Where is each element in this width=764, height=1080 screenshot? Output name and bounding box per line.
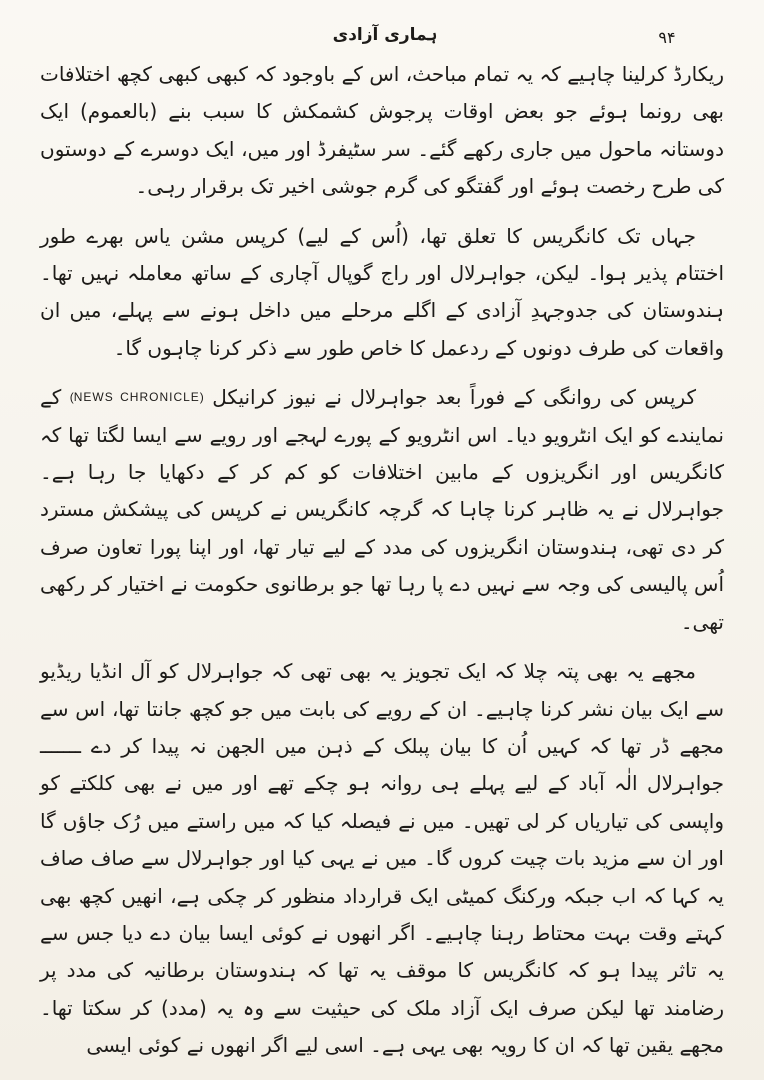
paragraph-2: جہاں تک کانگریس کا تعلق تھا، (اُس کے لیے) کرپس مشن یاس بھرے طور اختتام پذیر ہوا۔ لیکن، جواہرلال اور راج گوپال آچاری کے ساتھ معاملہ نہیں تھا۔ ہندوستان کی جدوجہدِ آزادی کے اگلے مرحلے میں داخل ہونے سے پہلے، میں ان واقعات کی طرف دونوں کے ردعمل کا خاص طور سے ذکر کرنا چاہوں گا۔ [40, 223, 724, 360]
page-title: ہماری آزادی [332, 25, 438, 45]
page-number: ۹۴ [658, 28, 676, 47]
paragraph-1: ریکارڈ کرلینا چاہیے کہ یہ تمام مباحث، اس کے باوجود کہ کبھی کبھی کچھ اختلافات بھی رونما ہوئے جو بعض اوقات پرجوش کشمکش کا سبب بنے (بالعموم) ایک دوستانہ ماحول میں جاری رکھے گئے۔ سر سٹیفرڈ اور میں، ایک دوسرے کے دوستوں کی طرح رخصت ہوئے اور گفتگو کی گرم جوشی اخیر تک برقرار رہی۔ [40, 62, 724, 199]
page-header [0, 10, 764, 50]
paragraph-3-rest: کے نمایندے کو ایک انٹرویو دیا۔ اس انٹرویو کے پورے لہجے اور رویے سے ایسا لگتا تھا کہ کانگریس اور انگریزوں کے مابین اختلافات کو کم کر کے دکھایا جا رہا ہے۔ جواہرلال نے یہ ظاہر کرنا چاہا کہ گرچہ کانگریس نے کرپس کی پیشکش مسترد کر دی تھی، ہندوستان انگریزوں کی مدد کے لیے تیار تھا، اور اپنا پورا تعاون صرف اُس پالیسی کی وجہ سے نہیں دے پا رہا تھا جو برطانوی حکومت نے اختیار کر رکھی تھی۔ [40, 385, 724, 634]
body-text [40, 56, 725, 1058]
paragraph-3 [40, 379, 724, 641]
paragraph-3-lead: کرپس کی روانگی کے فوراً بعد جواہرلال نے نیوز کرانیکل [212, 385, 696, 410]
news-chronicle-label: (NEWS CHRONICLE) [69, 390, 204, 405]
paragraph-4: مجھے یہ بھی پتہ چلا کہ ایک تجویز یہ بھی تھی کہ جواہرلال کو آل انڈیا ریڈیو سے ایک بیان نشر کرنا چاہیے۔ ان کے رویے کی بابت میں جو کچھ جانتا تھا، اس سے مجھے ڈر تھا کہ کہیں اُن کا بیان پبلک کے ذہن میں الجھن نہ پیدا کر دے ـــــــ جواہرلال الٰہ آباد کے لیے پہلے ہی روانہ ہو چکے تھے اور میں نے بھی کلکتے کو واپسی کی تیاریاں کر لی تھیں۔ میں نے فیصلہ کیا کہ میں راستے میں رُک جاؤں گا اور ان سے مزید بات چیت کروں گا۔ میں نے یہی کیا اور جواہرلال سے صاف صاف یہ کہا کہ اب جبکہ ورکنگ کمیٹی ایک قرارداد منظور کر چکی ہے، انھیں کچھ بھی کہتے وقت بہت محتاط رہنا چاہیے۔ اگر انھوں نے کوئی ایسا بیان دے دیا جس سے یہ تاثر پیدا ہو کہ کانگریس کا موقف یہ تھا کہ ہندوستان برطانیہ کی مدد پر رضامند تھا لیکن صرف ایک آزاد ملک کی حیثیت سے وہ یہ (مدد) کر سکتا تھا۔ مجھے یقین تھا کہ ان کا رویہ بھی یہی ہے۔ اسی لیے اگر انھوں نے کوئی ایسی [40, 659, 725, 1058]
